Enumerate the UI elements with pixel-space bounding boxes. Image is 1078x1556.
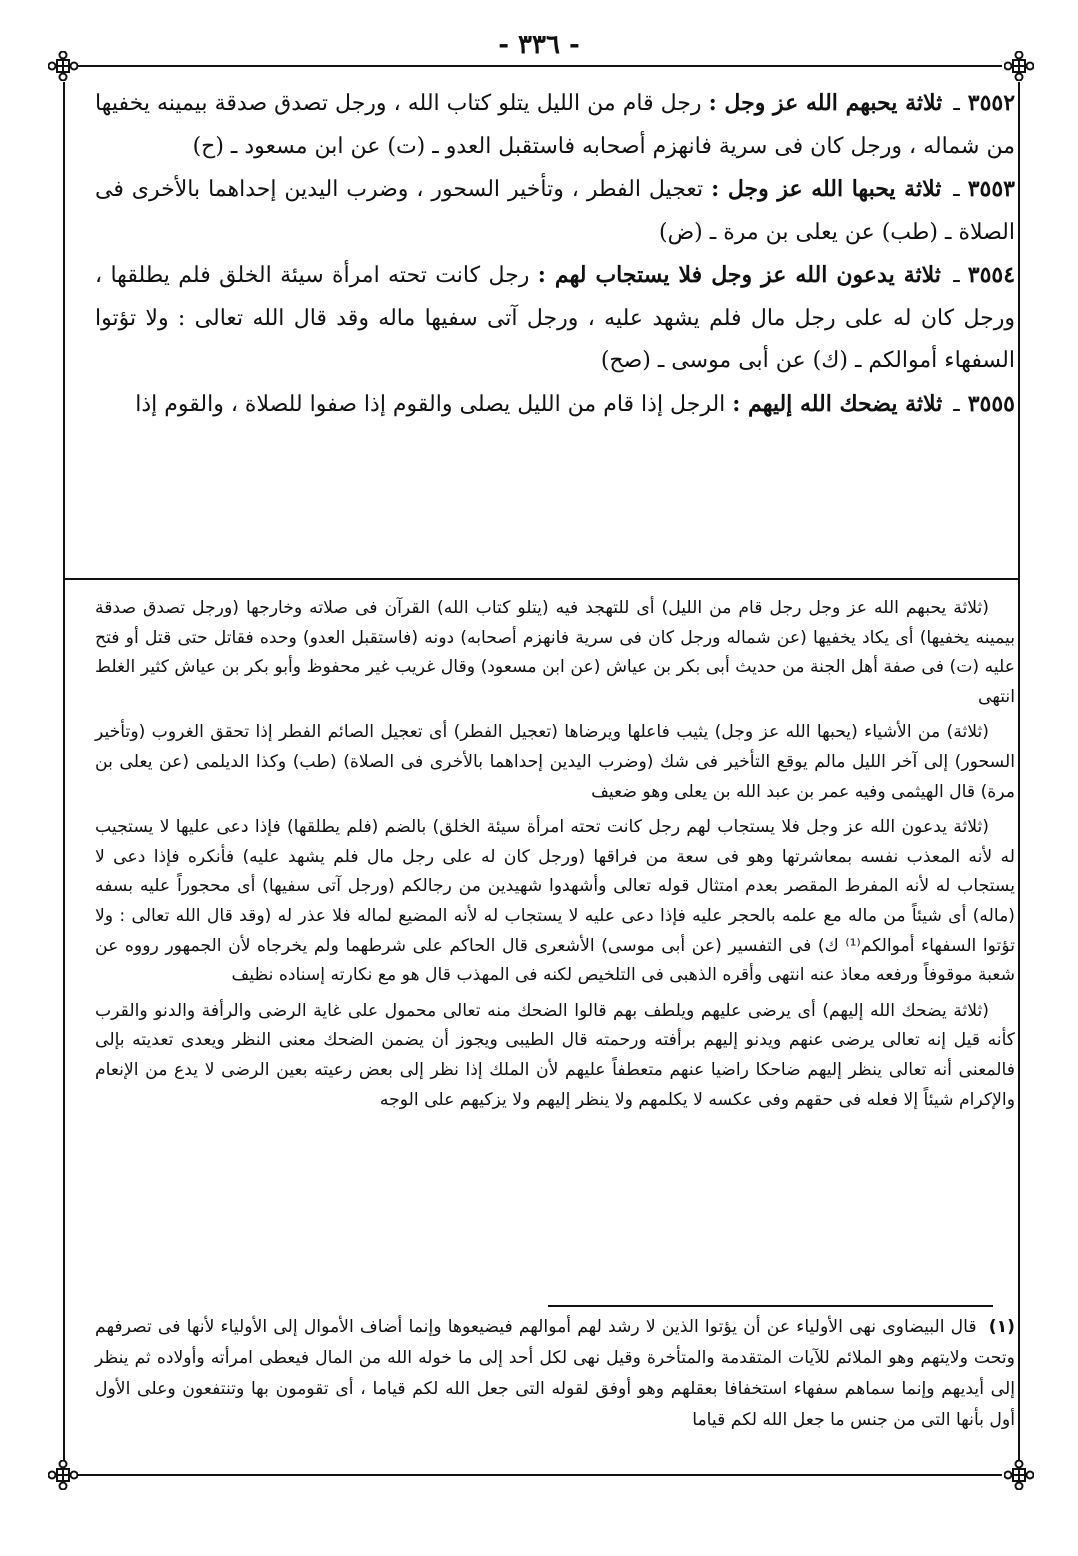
hadith-entry: ٣٥٥٣ـ ثلاثة يحبها الله عز وجل : تعجيل الفطر ، وتأخير السحور ، وضرب اليدين إحداهما بالأخرى فى الصلاة ـ (طب) عن يعلى بن مرة ـ (ض) bbox=[95, 176, 1015, 245]
hadith-number: ٣٥٥٥ bbox=[967, 390, 1015, 417]
floral-ornament-icon bbox=[48, 1460, 78, 1490]
hadith-body: الرجل إذا قام من الليل يصلى والقوم إذا صفوا للصلاة ، والقوم إذا bbox=[135, 391, 726, 417]
page-frame bbox=[95, 72, 1015, 1488]
hadith-text-section bbox=[95, 82, 1015, 582]
hadith-body: رجل قام من الليل يتلو كتاب الله ، ورجل تصدق صدقة بيمينه يخفيها من شماله ، ورجل كان فى سرية فانهزم أصحابه فاستقبل العدو ـ bbox=[95, 91, 1015, 159]
footnote-section bbox=[95, 1312, 1015, 1488]
commentary-paragraph: (ثلاثة يدعون الله عز وجل فلا يستجاب لهم رجل كانت تحته امرأة سيئة الخلق) بالضم (فلم يطلقها) فإذا دعى عليها لا يستجيب له لأنه المعذب نفسه بمعاشرتها وهو فى سعة من فراقها (ورجل كان له على رجل مال فلم يشهد عليه) فأنكره فإذا دعى لا يستجاب له لأنه المفرط المقصر بعدم امتثال قوله تعالى وأشهدوا شهيدين من رجالكم (ورجل آتى سفيها) أى محجوراً عليه بسفه (ماله) أى شيئاً من ماله مع علمه بالحجر عليه فإذا دعى عليه لا يستجاب له لأنه المضيع لماله فلا عذر له (وقد قال الله تعالى : ولا تؤتوا السفهاء أموالكم⁽¹⁾ ك) فى التفسير (عن أبى موسى) الأشعرى قال الحاكم على شرطهما ولم يخرجاه لأن الجمهور رووه عن شعبة موقوفاً ورفعه معاذ عنه انتهى وأقره الذهبى فى التلخيص لكنه فى المهذب قال هو مع نكارته إسناده نظيف bbox=[95, 817, 1015, 986]
commentary-paragraph: (ثلاثة يحبهم الله عز وجل رجل قام من الليل) أى للتهجد فيه (يتلو كتاب الله) القرآن فى صلاته وخارجها (ورجل تصدق صدقة بيمينه يخفيها) أى يكاد يخفيها (عن شماله ورجل كان فى سرية فانهزم أصحابه) دونه (فاستقبل العدو) وحده فقاتل حتى قتل أو فتح عليه (ت) فى صفة أهل الجنة من حديث أبى بكر بن عياش (عن ابن مسعود) وقال غريب غير محفوظ وأبو بكر بن عياش كثير الغلط انتهى bbox=[95, 598, 1015, 707]
floral-ornament-icon bbox=[48, 51, 78, 81]
left-border-rule bbox=[63, 82, 65, 1460]
commentary-paragraph: (ثلاثة يضحك الله إليهم) أى يرضى عليهم ويلطف بهم قالوا الضحك منه تعالى محمول على غاية الرضى والرأفة والدنو والقرب كأنه قيل إنه تعالى يرضى عنهم ويدنو إليهم برأفته ورحمته قال الطيبى ويجوز أن يضمن الضحك معنى النظر ويعدى تعديته بإلى فالمعنى أنه تعالى ينظر إليهم ضاحكا راضيا عنهم متعطفاً عليهم لأن الملك إذا نظر إلى بعض رعيته بعين الرضى لا يدع من الإنعام والإكرام شيئاً إلا فعله فى حقهم وفى عكسه لا يكلمهم ولا ينظر إليهم ولا يزكيهم على الوجه bbox=[95, 1000, 1015, 1110]
hadith-lead: ثلاثة يضحك الله إليهم : bbox=[732, 390, 943, 417]
page-number: - ٣٣٦ - bbox=[498, 30, 580, 60]
hadith-number: ٣٥٥٢ bbox=[967, 90, 1016, 116]
commentary-section bbox=[95, 594, 1015, 1304]
hadith-lead: ثلاثة يحبهم الله عز وجل : bbox=[708, 90, 943, 116]
hadith-body: تعجيل الفطر ، وتأخير السحور ، وضرب اليدين إحداهما بالأخرى فى الصلاة ـ bbox=[95, 177, 1015, 245]
footnote-marker: (١) bbox=[988, 1317, 1015, 1337]
hadith-number: ٣٥٥٣ bbox=[967, 176, 1015, 202]
hadith-entry: ٣٥٥٥ـ ثلاثة يضحك الله إليهم : الرجل إذا قام من الليل يصلى والقوم إذا صفوا للصلاة ، والقوم إذا bbox=[135, 390, 1015, 417]
footnote-text: قال البيضاوى نهى الأولياء عن أن يؤتوا الذين لا رشد لهم أموالهم فيضيعوها وإنما أضاف الأموال إلى الأولياء لأنها فى تصرفهم وتحت ولايتهم وهو الملائم للآيات المتقدمة والمتأخرة وقيل نهى لكل أحد إلى ما خوله الله من المال فيعطى امرأته وأولاده ثم ينظر إلى أيديهم وإنما سماهم سفهاء استخفافا بعقلهم وهو أوفق لقوله التى جعل الله لكم قياما ، أى تقومون بها وتنتفعون وعلى الأول أول بأنها التى من جنس ما جعل الله لكم قياما bbox=[95, 1317, 1015, 1430]
top-border-rule bbox=[78, 65, 1002, 67]
hadith-number: ٣٥٥٤ bbox=[967, 262, 1016, 288]
hadith-entry: ٣٥٥٢ـ ثلاثة يحبهم الله عز وجل : رجل قام من الليل يتلو كتاب الله ، ورجل تصدق صدقة بيمينه يخفيها من شماله ، ورجل كان فى سرية فانهزم أصحابه فاستقبل العدو ـ (ت) عن ابن مسعود ـ (ح) bbox=[95, 90, 1016, 159]
commentary-paragraph: (ثلاثة) من الأشياء (يحبها الله عز وجل) يثيب فاعلها ويرضاها (تعجيل الفطر) أى تعجيل الصائم الفطر إذا تحقق الغروب (وتأخير السحور) إلى آخر الليل مالم يوقع التأخير فى شك (وضرب اليدين إحداهما بالأخرى فى الصلاة) (طب) وكذا الديلمى (عن يعلى بن مرة) قال الهيثمى وفيه عمر بن عبد الله بن يعلى وهو ضعيف bbox=[95, 722, 1015, 802]
hadith-lead: ثلاثة يدعون الله عز وجل فلا يستجاب لهم : bbox=[537, 262, 941, 288]
hadith-entry: ٣٥٥٤ـ ثلاثة يدعون الله عز وجل فلا يستجاب لهم : رجل كانت تحته امرأة سيئة الخلق فلم يطلقها ، ورجل كان له على رجل مال فلم يشهد عليه ، ورجل آتى سفيها ماله وقد قال الله تعالى : ولا تؤتوا السفهاء أموالكم ـ (ك) عن أبى موسى ـ (صح) bbox=[95, 262, 1016, 373]
hadith-source: (ك) عن أبى موسى ـ (صح) bbox=[600, 348, 848, 373]
hadith-lead: ثلاثة يحبها الله عز وجل : bbox=[711, 176, 942, 202]
hadith-source: (ت) عن ابن مسعود ـ (ح) bbox=[192, 133, 426, 159]
hadith-source: (طب) عن يعلى بن مرة ـ (ض) bbox=[659, 219, 938, 245]
right-border-rule bbox=[1018, 82, 1020, 1460]
hadith-body: رجل كانت تحته امرأة سيئة الخلق فلم يطلقها ، ورجل كان له على رجل مال فلم يشهد عليه ، ورجل آتى سفيها ماله وقد قال الله تعالى : ولا تؤتوا السفهاء أموالكم ـ bbox=[95, 263, 1015, 373]
